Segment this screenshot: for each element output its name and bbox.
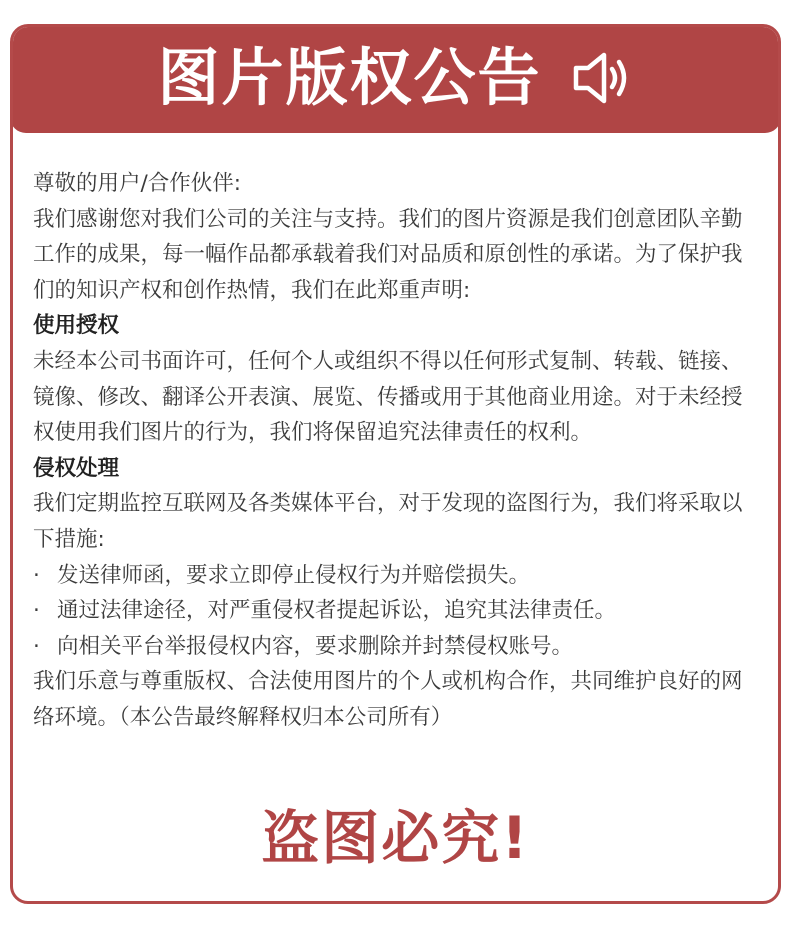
header-banner [10,24,781,133]
speaker-icon [572,50,634,106]
bullet-marker: · [33,562,40,588]
bullet-marker: · [33,633,40,659]
list-item [33,593,758,629]
greeting: 尊敬的用户/合作伙伴: [33,171,241,196]
usage-paragraph: 未经本公司书面许可，任何个人或组织不得以任何形式复制、转载、链接、镜像、修改、翻译公开表演、展览、传播或用于其他商业用途。对于未经授权使用我们图片的行为，我们将保留追究法律责任的权利。 [33,348,743,446]
page-title-row [10,38,781,118]
infringe-paragraph: 我们定期监控互联网及各类媒体平台，对于发现的盗图行为，我们将采取以下措施: [33,491,743,552]
bullet-marker: · [33,598,40,624]
infringe-heading: 侵权处理 [33,455,120,481]
list-item [33,629,758,665]
copyright-notice-card [10,24,781,904]
notice-body [33,166,758,736]
closing-paragraph: 我们乐意与尊重版权、合法使用图片的个人或机构合作，共同维护良好的网络环境。（本公告最终解释权归本公司所有） [33,669,743,730]
page-title: 图片版权公告 [157,41,542,114]
list-item-text: 向相关平台举报侵权内容，要求删除并封禁侵权账号。 [57,633,574,659]
list-item [33,558,758,594]
intro-paragraph: 我们感谢您对我们公司的关注与支持。我们的图片资源是我们创意团队辛勤工作的成果，每一幅作品都承载着我们对品质和原创性的承诺。为了保护我们的知识产权和创作热情，我们在此郑重声明: [33,206,743,303]
list-item-text: 通过法律途径，对严重侵权者提起诉讼，追究其法律责任。 [57,598,617,624]
usage-heading: 使用授权 [33,313,120,339]
anti-theft-slogan: 盗图必究! [261,804,530,872]
list-item-text: 发送律师函，要求立即停止侵权行为并赔偿损失。 [57,562,531,588]
